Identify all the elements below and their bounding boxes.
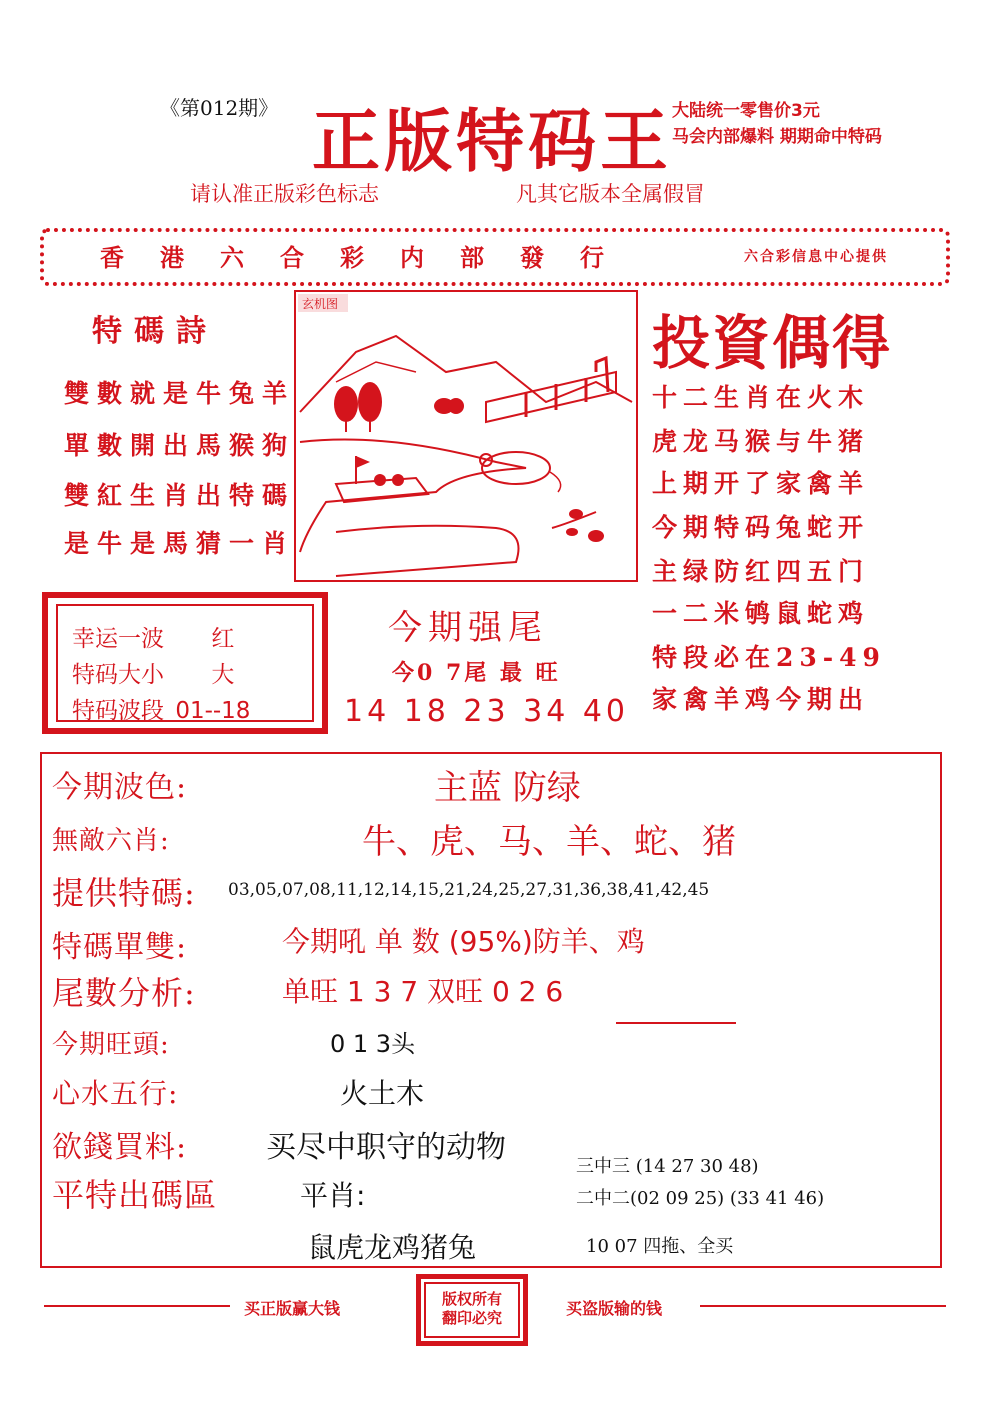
picture-stamp: 玄机图: [302, 297, 339, 311]
underline: [616, 1022, 736, 1024]
issue-number: 《第012期》: [160, 96, 279, 120]
luck-value: 01--18: [175, 698, 251, 724]
price-line-1: 大陆统一零售价3元: [672, 101, 820, 121]
copyright-text: [424, 1282, 520, 1338]
copyright-line-1: 版权所有: [441, 1290, 502, 1308]
tail-value: 单旺 1 3 7 双旺 0 2 6: [282, 975, 564, 1008]
tail-subtitle: 今0 7尾 最 旺: [392, 660, 561, 686]
invest-line: 特段必在23-49: [652, 643, 886, 672]
invest-line: 十二生肖在火木: [652, 383, 870, 412]
poem-line: 雙數就是牛兔羊: [64, 379, 296, 408]
combo-drag: 10 07 四拖、全买: [586, 1236, 734, 1257]
invest-line: 上期开了家禽羊: [652, 469, 870, 498]
invest-line: 今期特码兔蛇开: [652, 513, 870, 542]
zone-animals: 鼠虎龙鸡猪兔: [308, 1231, 477, 1264]
invest-line: 主绿防红四五门: [652, 557, 870, 586]
price-line-2: 马会内部爆料 期期命中特码: [672, 127, 882, 147]
buy-label: 欲錢買料:: [52, 1130, 188, 1165]
authentic-notice: 请认准正版彩色标志: [190, 182, 379, 206]
luck-label: 特码大小: [72, 662, 164, 688]
invest-line: 家禽羊鸡今期出: [652, 685, 870, 714]
six-label: 無敵六肖:: [52, 826, 170, 856]
poem-line: 單數開出馬猴狗: [64, 431, 296, 460]
codes-label: 提供特碼:: [52, 874, 196, 912]
invest-line: 一二米鸲鼠蛇鸡: [652, 599, 870, 628]
poem-line: 是牛是馬猜一肖: [64, 529, 296, 558]
luck-label: 特码波段: [72, 698, 164, 724]
single-label: 特碼單雙:: [52, 930, 188, 965]
tail-numbers: 14 18 23 34 40: [344, 694, 630, 729]
copyright-line-2: 翻印必究: [441, 1309, 502, 1327]
zone-value: 平肖:: [300, 1179, 366, 1212]
luck-label: 幸运一波: [72, 626, 164, 652]
head-value: 0 1 3头: [330, 1030, 416, 1058]
provider-text: 六合彩信息中心提供: [744, 249, 888, 265]
luck-row: [72, 656, 234, 689]
invest-title: 投資偶得: [652, 309, 893, 377]
publisher-text: 香港六合彩内部發行: [100, 243, 640, 272]
codes-value: 03,05,07,08,11,12,14,15,21,24,25,27,31,36,38,41,42,45: [228, 880, 710, 900]
invest-line: 虎龙马猴与牛猪: [652, 427, 870, 456]
buy-value: 买尽中职守的动物: [266, 1130, 506, 1165]
footer-right-text: 买盗版输的钱: [566, 1299, 663, 1318]
tail-title: 今期强尾: [388, 608, 548, 648]
tail-label: 尾數分析:: [52, 974, 196, 1012]
head-label: 今期旺頭:: [52, 1030, 170, 1060]
footer-rule-left: [44, 1305, 230, 1307]
five-label: 心水五行:: [52, 1077, 179, 1110]
zone-label: 平特出碼區: [52, 1176, 218, 1214]
six-value: 牛、虎、马、羊、蛇、猪: [362, 822, 736, 862]
price-info: [672, 98, 882, 150]
luck-row: [72, 692, 250, 725]
poem-line: 雙紅生肖出特碼: [64, 481, 296, 510]
single-value: 今期吼 单 数 (95%)防羊、鸡: [282, 925, 645, 958]
luck-row: [72, 620, 234, 653]
poem-title: 特碼詩: [92, 314, 218, 349]
color-label: 今期波色:: [52, 770, 188, 805]
combo-three: 三中三 (14 27 30 48): [576, 1156, 759, 1177]
luck-value: 大: [211, 662, 235, 688]
riddle-picture: [294, 290, 638, 582]
footer-left-text: 买正版赢大钱: [244, 1299, 341, 1318]
page-title: 正版特码王: [312, 102, 673, 182]
luck-value: 红: [211, 626, 235, 652]
five-value: 火土木: [340, 1077, 425, 1110]
landscape-illustration: [296, 292, 636, 580]
counterfeit-notice: 凡其它版本全属假冒: [516, 182, 705, 206]
footer-rule-right: [700, 1305, 946, 1307]
color-value: 主蓝 防绿: [434, 768, 581, 808]
combo-two: 二中二(02 09 25) (33 41 46): [576, 1188, 825, 1209]
